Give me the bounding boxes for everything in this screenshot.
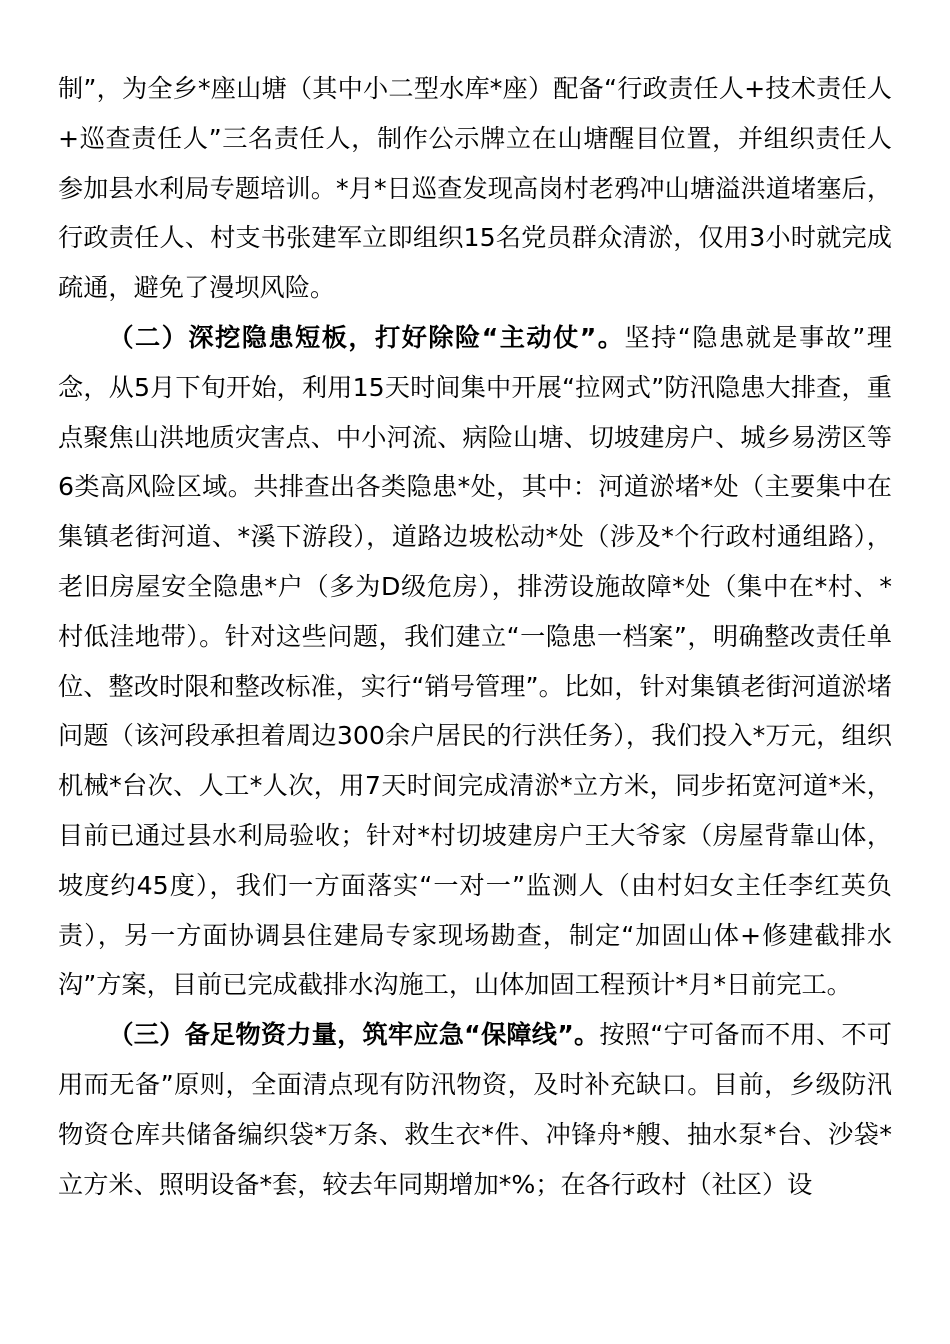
section-heading-3: （三）备足物资力量，筑牢应急“保障线”。 [108,1020,600,1050]
paragraph-2-text: 坚持“隐患就是事故”理念，从5月下旬开始，利用15天时间集中开展“拉网式”防汛隐患大排查，重点聚焦山洪地质灾害点、中小河流、病险山塘、切坡建房户、城乡易涝区等6类高风险区域。共排查出各类隐患*处，其中：河道淤堵*处（主要集中在集镇老街河道、*溪下游段），道路边坡松动*处（涉及*个行政村通组路），老旧房屋安全隐患*户（多为D级危房），排涝设施故障*处（集中在*村、*村低洼地带）。针对这些问题，我们建立“一隐患一档案”，明确整改责任单位、整改时限和整改标准，实行“销号管理”。比如，针对集镇老街河道淤堵问题（该河段承担着周边300余户居民的行洪任务），我们投入*万元，组织机械*台次、人工*人次，用7天时间完成清淤*立方米，同步拓宽河道*米，目前已通过县水利局验收；针对*村切坡建房户王大爷家（房屋背靠山体，坡度约45度），我们一方面落实“一对一”监测人（由村妇女主任李红英负责），另一方面协调县住建局专家现场勘查，制定“加固山体+修建截排水沟”方案，目前已完成截排水沟施工，山体加固工程预计*月*日前完工。 [58,322,892,1000]
paragraph-1-text: 制”，为全乡*座山塘（其中小二型水库*座）配备“行政责任人+技术责任人+巡查责任人”三名责任人，制作公示牌立在山塘醒目位置，并组织责任人参加县水利局专题培训。*月*日巡查发现高岗村老鸦冲山塘溢洪道堵塞后，行政责任人、村支书张建军立即组织15名党员群众清淤，仅用3小时就完成疏通，避免了漫坝风险。 [58,74,892,303]
paragraph-2 [58,313,892,1010]
document-body [58,64,892,1209]
section-heading-2: （二）深挖隐患短板，打好除险“主动仗”。 [108,322,625,352]
paragraph-3-text: 按照“宁可备而不用、不可用而无备”原则，全面清点现有防汛物资，及时补充缺口。目前，乡级防汛物资仓库共储备编织袋*万条、救生衣*件、冲锋舟*艘、抽水泵*台、沙袋*立方米、照明设备*套，较去年同期增加*%；在各行政村（社区）设 [58,1020,892,1199]
paragraph-1 [58,64,892,313]
paragraph-3 [58,1010,892,1209]
